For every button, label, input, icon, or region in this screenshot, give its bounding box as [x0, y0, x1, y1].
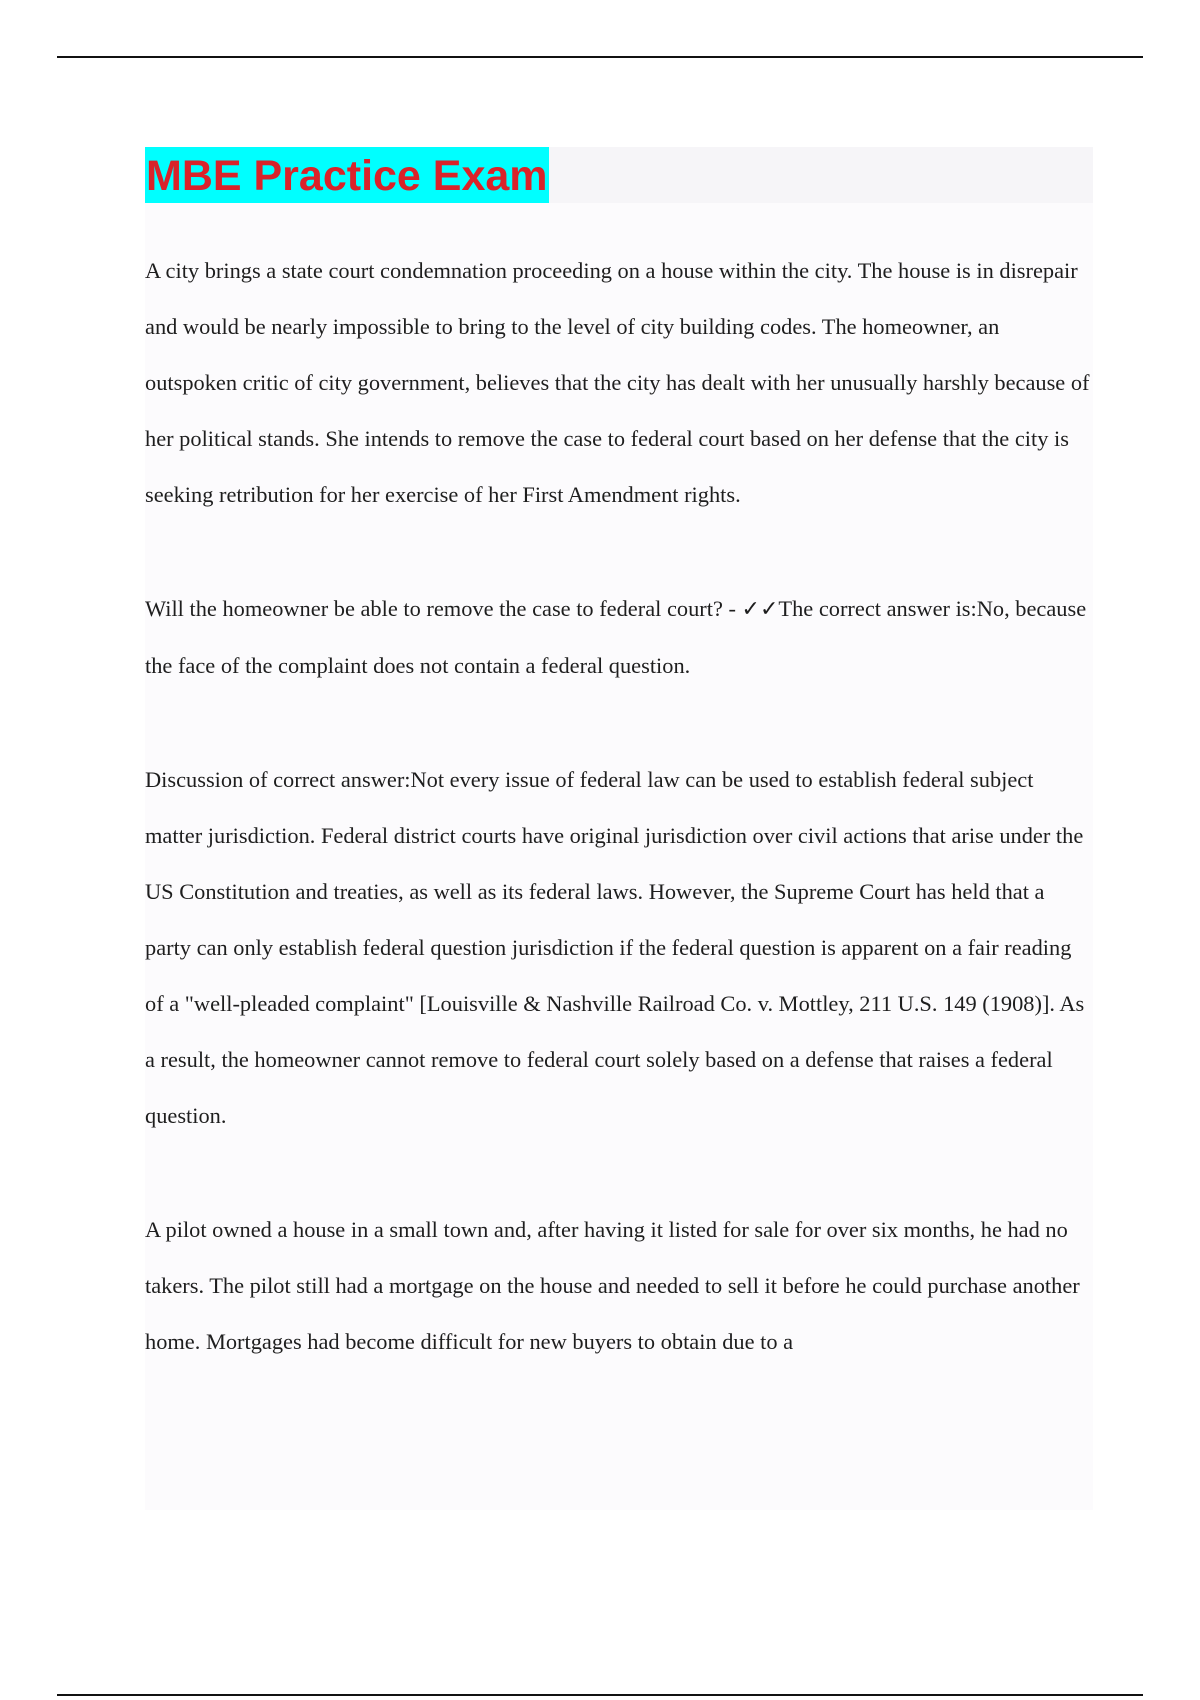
title-bar [145, 147, 1093, 203]
bottom-rule [57, 1694, 1143, 1696]
question-text: Will the homeowner be able to remove the case to federal court? - [145, 596, 742, 621]
question-answer-paragraph [145, 581, 1093, 694]
page-title: MBE Practice Exam [145, 147, 549, 203]
double-check-icon: ✓✓ [741, 597, 779, 622]
top-rule [57, 56, 1143, 58]
answer-text: The correct answer is:No, because the face of the complaint does not contain a federal question. [145, 596, 1087, 678]
question-paragraph-2: A pilot owned a house in a small town and, after having it listed for sale for over six months, he had no takers. The pilot still had a mortgage on the house and needed to sell it before he could purchase another home. Mortgages had become difficult for new buyers to obtain due to a [145, 1217, 1080, 1354]
question-paragraph-1: A city brings a state court condemnation proceeding on a house within the city. The house is in disrepair and would be nearly impossible to bring to the level of city building codes. The homeowner, an outspoken critic of city government, believes that the city has dealt with her unusually harshly because of her political stands. She intends to remove the case to federal court based on her defense that the city is seeking retribution for her exercise of her First Amendment rights. [145, 258, 1090, 507]
document-body [145, 147, 1093, 1510]
discussion-paragraph: Discussion of correct answer:Not every issue of federal law can be used to establish federal subject matter jurisdiction. Federal district courts have original jurisdiction over civil actions that arise under the US Constitution and treaties, as well as its federal laws. However, the Supreme Court has held that a party can only establish federal question jurisdiction if the federal question is apparent on a fair reading of a "well-pleaded complaint" [Louisville & Nashville Railroad Co. v. Mottley, 211 U.S. 149 (1908)]. As a result, the homeowner cannot remove to federal court solely based on a defense that raises a federal question. [145, 767, 1085, 1128]
